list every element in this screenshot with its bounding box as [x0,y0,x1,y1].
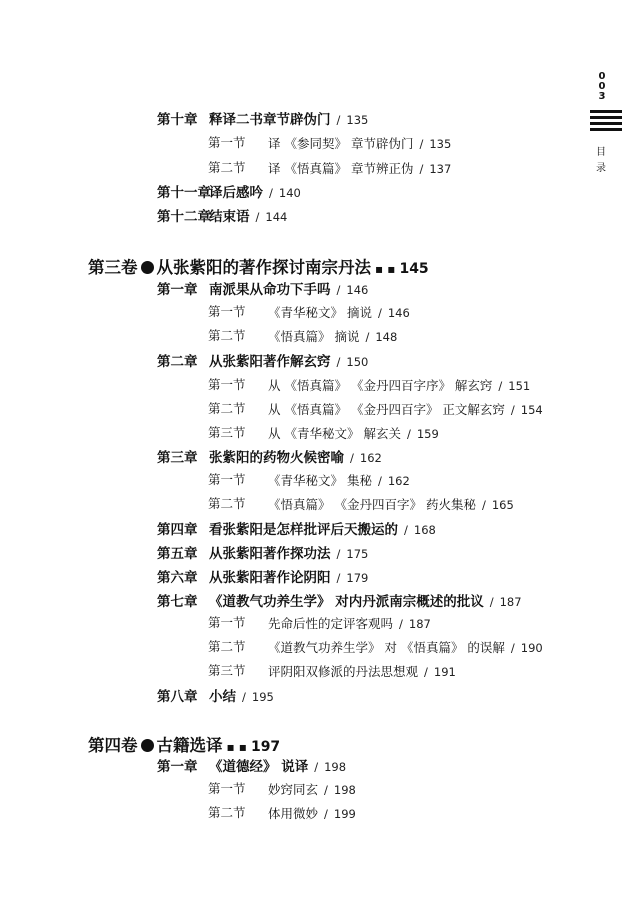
chapter-title: 南派果从命功下手吗 [209,282,331,298]
section-title: 先命后性的定评客观吗 [268,616,394,631]
chapter-number: 第八章 [157,689,198,705]
chapter-title: 《道教气功养生学》 对内丹派南宗概述的批议 [209,594,484,610]
page-ref: 148 [375,330,398,344]
page-ref: 135 [346,113,369,127]
chapter-title: 释译二书章节辟伪门 [209,112,331,128]
chapter-number: 第二章 [157,354,198,370]
page-ref: 191 [433,665,456,679]
section-title: 《悟真篇》 《金丹四百字》 药火集秘 [268,497,476,512]
section-title: 《青华秘文》 集秘 [268,473,372,488]
chapter-number: 第十一章 [157,185,211,201]
bullet-icon [141,261,154,274]
page-ref: 162 [359,451,382,465]
toc-chapter [157,446,382,466]
separator: / [336,355,341,369]
separator: / [377,474,382,488]
page-ref: 198 [333,783,356,797]
section-number: 第二节 [208,805,246,820]
volume-heading [88,254,429,278]
toc-section [208,803,356,822]
separator: / [481,498,486,512]
chapter-title: 从张紫阳著作论阴阳 [209,570,331,586]
volume-number: 第三卷 [88,258,138,277]
separator: / [510,403,515,417]
bullet-icon [141,739,154,752]
page-number-digit: 0 [598,71,606,82]
section-label-char: 录 [596,163,606,174]
toc-section [208,637,543,656]
page-ref: 197 [250,739,281,755]
section-marker-bars [590,110,622,134]
section-title: 《青华秘文》 摘说 [268,305,372,320]
toc-section [208,375,530,394]
chapter-number: 第十二章 [157,209,211,225]
chapter-title: 从张紫阳著作解玄窍 [209,354,331,370]
section-title: 《道教气功养生学》 对 《悟真篇》 的误解 [268,640,505,655]
section-number: 第二节 [208,496,246,511]
page-ref: 165 [491,498,514,512]
toc-section [208,661,456,680]
chapter-title: 张紫阳的药物火候密喻 [209,450,344,466]
page-ref: 140 [278,186,301,200]
page-number [596,72,608,102]
chapter-number: 第一章 [157,282,198,298]
separator: / [377,306,382,320]
toc-chapter [157,685,274,705]
page-ref: 150 [346,355,369,369]
page-ref: 145 [399,261,429,277]
toc-section [208,423,439,442]
page-ref: 159 [416,427,439,441]
separator: / [336,283,341,297]
separator: / [242,690,246,704]
section-title: 译 《参同契》 章节辟伪门 [268,136,414,151]
section-title: 妙窍同玄 [268,782,319,797]
page-ref: 144 [265,210,288,224]
toc-chapter [157,518,436,538]
section-title: 从 《青华秘文》 解玄关 [268,426,401,441]
toc-section [208,494,514,513]
chapter-number: 第四章 [157,522,198,538]
section-number: 第三节 [208,663,246,678]
section-number: 第一节 [208,472,246,487]
toc-chapter [157,205,287,225]
separator: / [255,210,260,224]
separator: / [424,665,428,679]
section-number: 第二节 [208,160,246,175]
toc-chapter [157,590,522,610]
separator: / [510,641,515,655]
section-number: 第一节 [208,377,246,392]
toc-section [208,158,451,177]
separator: / [404,523,408,537]
chapter-title: 《道德经》 说译 [209,759,309,775]
section-number: 第二节 [208,328,246,343]
section-number: 第一节 [208,781,246,796]
section-number: 第一节 [208,615,246,630]
section-title: 从 《悟真篇》 《金丹四百字序》 解玄窍 [268,378,493,393]
section-label-char: 目 [596,147,606,158]
leader-dots: ▪ ▪ [226,740,247,754]
chapter-title: 看张紫阳是怎样批评后天搬运的 [209,522,398,538]
chapter-number: 第一章 [157,759,198,775]
page-ref: 199 [333,807,356,821]
toc-chapter [157,181,301,201]
page-ref: 187 [499,595,522,609]
toc-section [208,302,410,321]
page-ref: 154 [520,403,543,417]
section-number: 第一节 [208,135,246,150]
toc-chapter [157,566,368,586]
section-title: 体用微妙 [268,806,319,821]
section-number: 第三节 [208,425,246,440]
separator: / [350,451,354,465]
chapter-number: 第十章 [157,112,198,128]
section-label [595,145,607,177]
separator: / [498,379,503,393]
separator: / [489,595,494,609]
separator: / [324,783,328,797]
toc-chapter [157,108,368,128]
toc-section [208,133,451,152]
separator: / [314,760,319,774]
volume-number: 第四卷 [88,736,138,755]
toc-chapter [157,278,368,298]
chapter-number: 第六章 [157,570,198,586]
toc-section [208,399,543,418]
toc-section [208,779,356,798]
toc-section [208,326,397,345]
chapter-title: 结束语 [209,209,250,225]
toc-chapter [157,542,368,562]
section-number: 第二节 [208,639,246,654]
page-ref: 135 [429,137,452,151]
volume-heading [88,732,280,756]
section-number: 第一节 [208,304,246,319]
page-ref: 190 [520,641,543,655]
separator: / [419,162,424,176]
page-ref: 162 [387,474,410,488]
separator: / [365,330,370,344]
page-ref: 179 [346,571,369,585]
section-title: 译 《悟真篇》 章节辨正伪 [268,161,414,176]
chapter-title: 译后感吟 [209,185,263,201]
leader-dots: ▪ ▪ [375,262,396,276]
volume-title: 从张紫阳的著作探讨南宗丹法 [156,258,371,277]
section-title: 从 《悟真篇》 《金丹四百字》 正文解玄窍 [268,402,505,417]
chapter-title: 小结 [209,689,236,705]
section-title: 《悟真篇》 摘说 [268,329,360,344]
page-ref: 198 [324,760,347,774]
separator: / [336,571,341,585]
separator: / [399,617,403,631]
separator: / [336,547,341,561]
chapter-number: 第三章 [157,450,198,466]
page-ref: 175 [346,547,369,561]
chapter-number: 第五章 [157,546,198,562]
separator: / [324,807,328,821]
separator: / [406,427,411,441]
toc-section [208,613,431,632]
section-title: 评阴阳双修派的丹法思想观 [268,664,419,679]
page-ref: 137 [429,162,452,176]
section-number: 第二节 [208,401,246,416]
chapter-number: 第七章 [157,594,198,610]
toc-chapter [157,350,368,370]
page-ref: 195 [251,690,274,704]
page-number-digit: 0 [598,81,606,92]
page-ref: 168 [413,523,436,537]
page-number-digit: 3 [598,91,606,102]
page-ref: 187 [408,617,431,631]
separator: / [336,113,341,127]
volume-title: 古籍选译 [156,736,223,755]
page-ref: 146 [346,283,369,297]
separator: / [419,137,424,151]
separator: / [269,186,273,200]
toc-section [208,470,410,489]
page-ref: 151 [508,379,531,393]
toc-chapter [157,755,346,775]
chapter-title: 从张紫阳著作探功法 [209,546,331,562]
page-ref: 146 [387,306,410,320]
